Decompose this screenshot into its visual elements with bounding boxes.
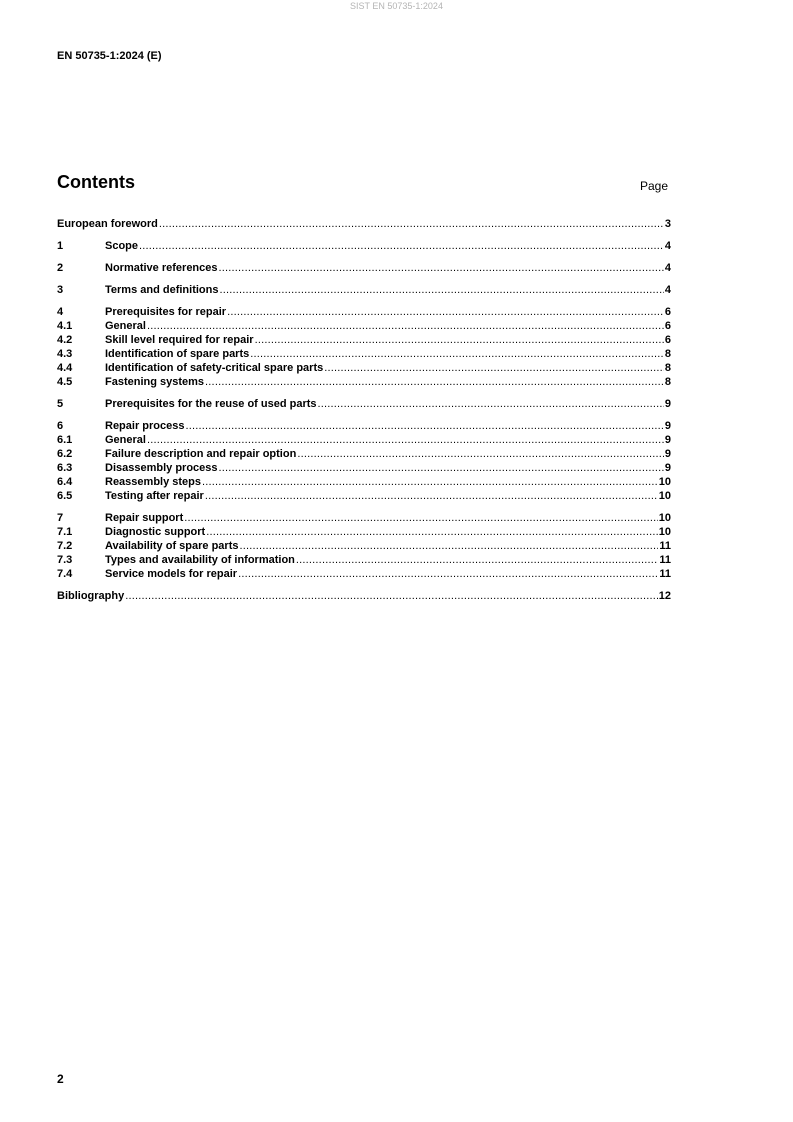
- toc-entry-title: Disassembly process: [105, 462, 218, 474]
- toc-entry-number: 7: [57, 512, 64, 524]
- toc-dot-leader: [239, 539, 658, 553]
- toc-entry-number: 7.2: [57, 540, 73, 552]
- toc-group: [57, 397, 671, 411]
- toc-dot-leader: [255, 333, 664, 347]
- page-number: 2: [57, 1072, 64, 1086]
- toc-entry-title: Bibliography: [57, 590, 125, 602]
- page-column-label: Page: [640, 179, 669, 193]
- toc-entry[interactable]: [57, 419, 671, 433]
- toc-entry-number: 4.1: [57, 320, 73, 332]
- toc-entry-number: 2: [57, 262, 64, 274]
- toc-group: [57, 239, 671, 253]
- toc-entry-number: 4.4: [57, 362, 73, 374]
- toc-dot-leader: [205, 375, 664, 389]
- toc-entry[interactable]: [57, 553, 671, 567]
- toc-dot-leader: [184, 511, 658, 525]
- toc-entry[interactable]: [57, 489, 671, 503]
- toc-entry[interactable]: [57, 361, 671, 375]
- toc-entry-page: 11: [659, 554, 671, 566]
- toc-entry[interactable]: [57, 447, 671, 461]
- toc-dot-leader: [219, 261, 664, 275]
- toc-entry-page: 6: [664, 320, 671, 332]
- toc-entry[interactable]: [57, 511, 671, 525]
- toc-entry-number: 7.3: [57, 554, 73, 566]
- toc-dot-leader: [219, 283, 663, 297]
- toc-entry-page: 10: [658, 512, 671, 524]
- toc-group: [57, 511, 671, 581]
- toc-entry-title: Terms and definitions: [105, 284, 219, 296]
- toc-entry-page: 6: [664, 334, 671, 346]
- toc-entry-page: 4: [664, 262, 671, 274]
- toc-dot-leader: [147, 319, 664, 333]
- table-of-contents: [57, 217, 671, 611]
- toc-entry-title: Normative references: [105, 262, 218, 274]
- toc-entry-title: Service models for repair: [105, 568, 238, 580]
- toc-dot-leader: [296, 553, 658, 567]
- toc-entry-number: 4.5: [57, 376, 73, 388]
- toc-entry-title: European foreword: [57, 218, 158, 230]
- toc-entry-page: 9: [664, 434, 671, 446]
- toc-entry-title: Scope: [105, 240, 139, 252]
- toc-group: [57, 283, 671, 297]
- toc-entry[interactable]: [57, 461, 671, 475]
- toc-entry-title: Skill level required for repair: [105, 334, 254, 346]
- toc-dot-leader: [202, 475, 658, 489]
- toc-dot-leader: [147, 433, 664, 447]
- toc-dot-leader: [324, 361, 664, 375]
- toc-entry-number: 4: [57, 306, 64, 318]
- toc-entry-title: Prerequisites for the reuse of used parts: [105, 398, 317, 410]
- document-id: EN 50735-1:2024 (E): [57, 50, 162, 62]
- toc-dot-leader: [185, 419, 663, 433]
- toc-entry-title: Prerequisites for repair: [105, 306, 227, 318]
- toc-entry[interactable]: [57, 347, 671, 361]
- toc-dot-leader: [139, 239, 664, 253]
- toc-entry-number: 6.2: [57, 448, 73, 460]
- toc-entry[interactable]: [57, 261, 671, 275]
- toc-entry-number: 7.4: [57, 568, 73, 580]
- toc-entry-page: 11: [659, 540, 671, 552]
- watermark: SIST EN 50735-1:2024: [350, 1, 443, 11]
- toc-entry-number: 6.1: [57, 434, 73, 446]
- toc-entry[interactable]: [57, 375, 671, 389]
- toc-entry-page: 4: [664, 240, 671, 252]
- toc-group: [57, 261, 671, 275]
- toc-entry-title: Availability of spare parts: [105, 540, 239, 552]
- toc-group: [57, 217, 671, 231]
- toc-entry[interactable]: [57, 539, 671, 553]
- toc-dot-leader: [205, 489, 658, 503]
- toc-entry-page: 10: [658, 490, 671, 502]
- toc-dot-leader: [125, 589, 658, 603]
- toc-entry-number: 6: [57, 420, 64, 432]
- toc-entry-page: 4: [664, 284, 671, 296]
- toc-entry-page: 8: [664, 362, 671, 374]
- toc-entry-page: 6: [664, 306, 671, 318]
- toc-entry-page: 9: [664, 420, 671, 432]
- toc-entry-title: Reassembly steps: [105, 476, 201, 488]
- toc-entry-page: 10: [658, 526, 671, 538]
- toc-entry-page: 10: [658, 476, 671, 488]
- toc-dot-leader: [318, 397, 664, 411]
- toc-entry-number: 5: [57, 398, 64, 410]
- toc-entry-title: Identification of spare parts: [105, 348, 250, 360]
- toc-dot-leader: [227, 305, 664, 319]
- toc-dot-leader: [219, 461, 664, 475]
- toc-dot-leader: [250, 347, 664, 361]
- toc-entry[interactable]: [57, 217, 671, 231]
- toc-entry-page: 9: [664, 398, 671, 410]
- contents-title: Contents: [57, 172, 135, 192]
- toc-entry-title: General: [105, 434, 146, 446]
- toc-entry-title: Identification of safety-critical spare parts: [105, 362, 324, 374]
- toc-entry-title: Fastening systems: [105, 376, 205, 388]
- toc-entry-page: 12: [658, 590, 671, 602]
- toc-dot-leader: [206, 525, 658, 539]
- toc-dot-leader: [297, 447, 664, 461]
- toc-entry[interactable]: [57, 397, 671, 411]
- toc-entry-number: 7.1: [57, 526, 73, 538]
- toc-entry[interactable]: [57, 305, 671, 319]
- toc-entry-number: 4.2: [57, 334, 73, 346]
- toc-entry[interactable]: [57, 475, 671, 489]
- toc-entry-title: Testing after repair: [105, 490, 204, 502]
- toc-entry-title: General: [105, 320, 146, 332]
- toc-entry[interactable]: [57, 567, 671, 581]
- toc-entry-title: Repair process: [105, 420, 185, 432]
- toc-entry-number: 3: [57, 284, 64, 296]
- toc-entry-number: 6.4: [57, 476, 73, 488]
- toc-group: [57, 419, 671, 503]
- toc-dot-leader: [159, 217, 664, 231]
- toc-entry-page: 11: [659, 568, 671, 580]
- toc-entry-number: 1: [57, 240, 64, 252]
- toc-entry[interactable]: [57, 525, 671, 539]
- toc-entry-title: Repair support: [105, 512, 184, 524]
- toc-entry[interactable]: [57, 589, 671, 603]
- toc-entry-page: 9: [664, 462, 671, 474]
- toc-entry[interactable]: [57, 333, 671, 347]
- toc-entry[interactable]: [57, 433, 671, 447]
- toc-entry-page: 9: [664, 448, 671, 460]
- toc-entry-page: 8: [664, 376, 671, 388]
- toc-entry-page: 3: [664, 218, 671, 230]
- toc-dot-leader: [238, 567, 658, 581]
- toc-entry[interactable]: [57, 319, 671, 333]
- toc-entry[interactable]: [57, 239, 671, 253]
- toc-entry-number: 4.3: [57, 348, 73, 360]
- toc-entry[interactable]: [57, 283, 671, 297]
- toc-entry-number: 6.3: [57, 462, 73, 474]
- toc-entry-title: Failure description and repair option: [105, 448, 297, 460]
- toc-group: [57, 305, 671, 389]
- toc-entry-page: 8: [664, 348, 671, 360]
- toc-entry-title: Diagnostic support: [105, 526, 206, 538]
- toc-entry-number: 6.5: [57, 490, 73, 502]
- toc-entry-title: Types and availability of information: [105, 554, 295, 566]
- toc-group: [57, 589, 671, 603]
